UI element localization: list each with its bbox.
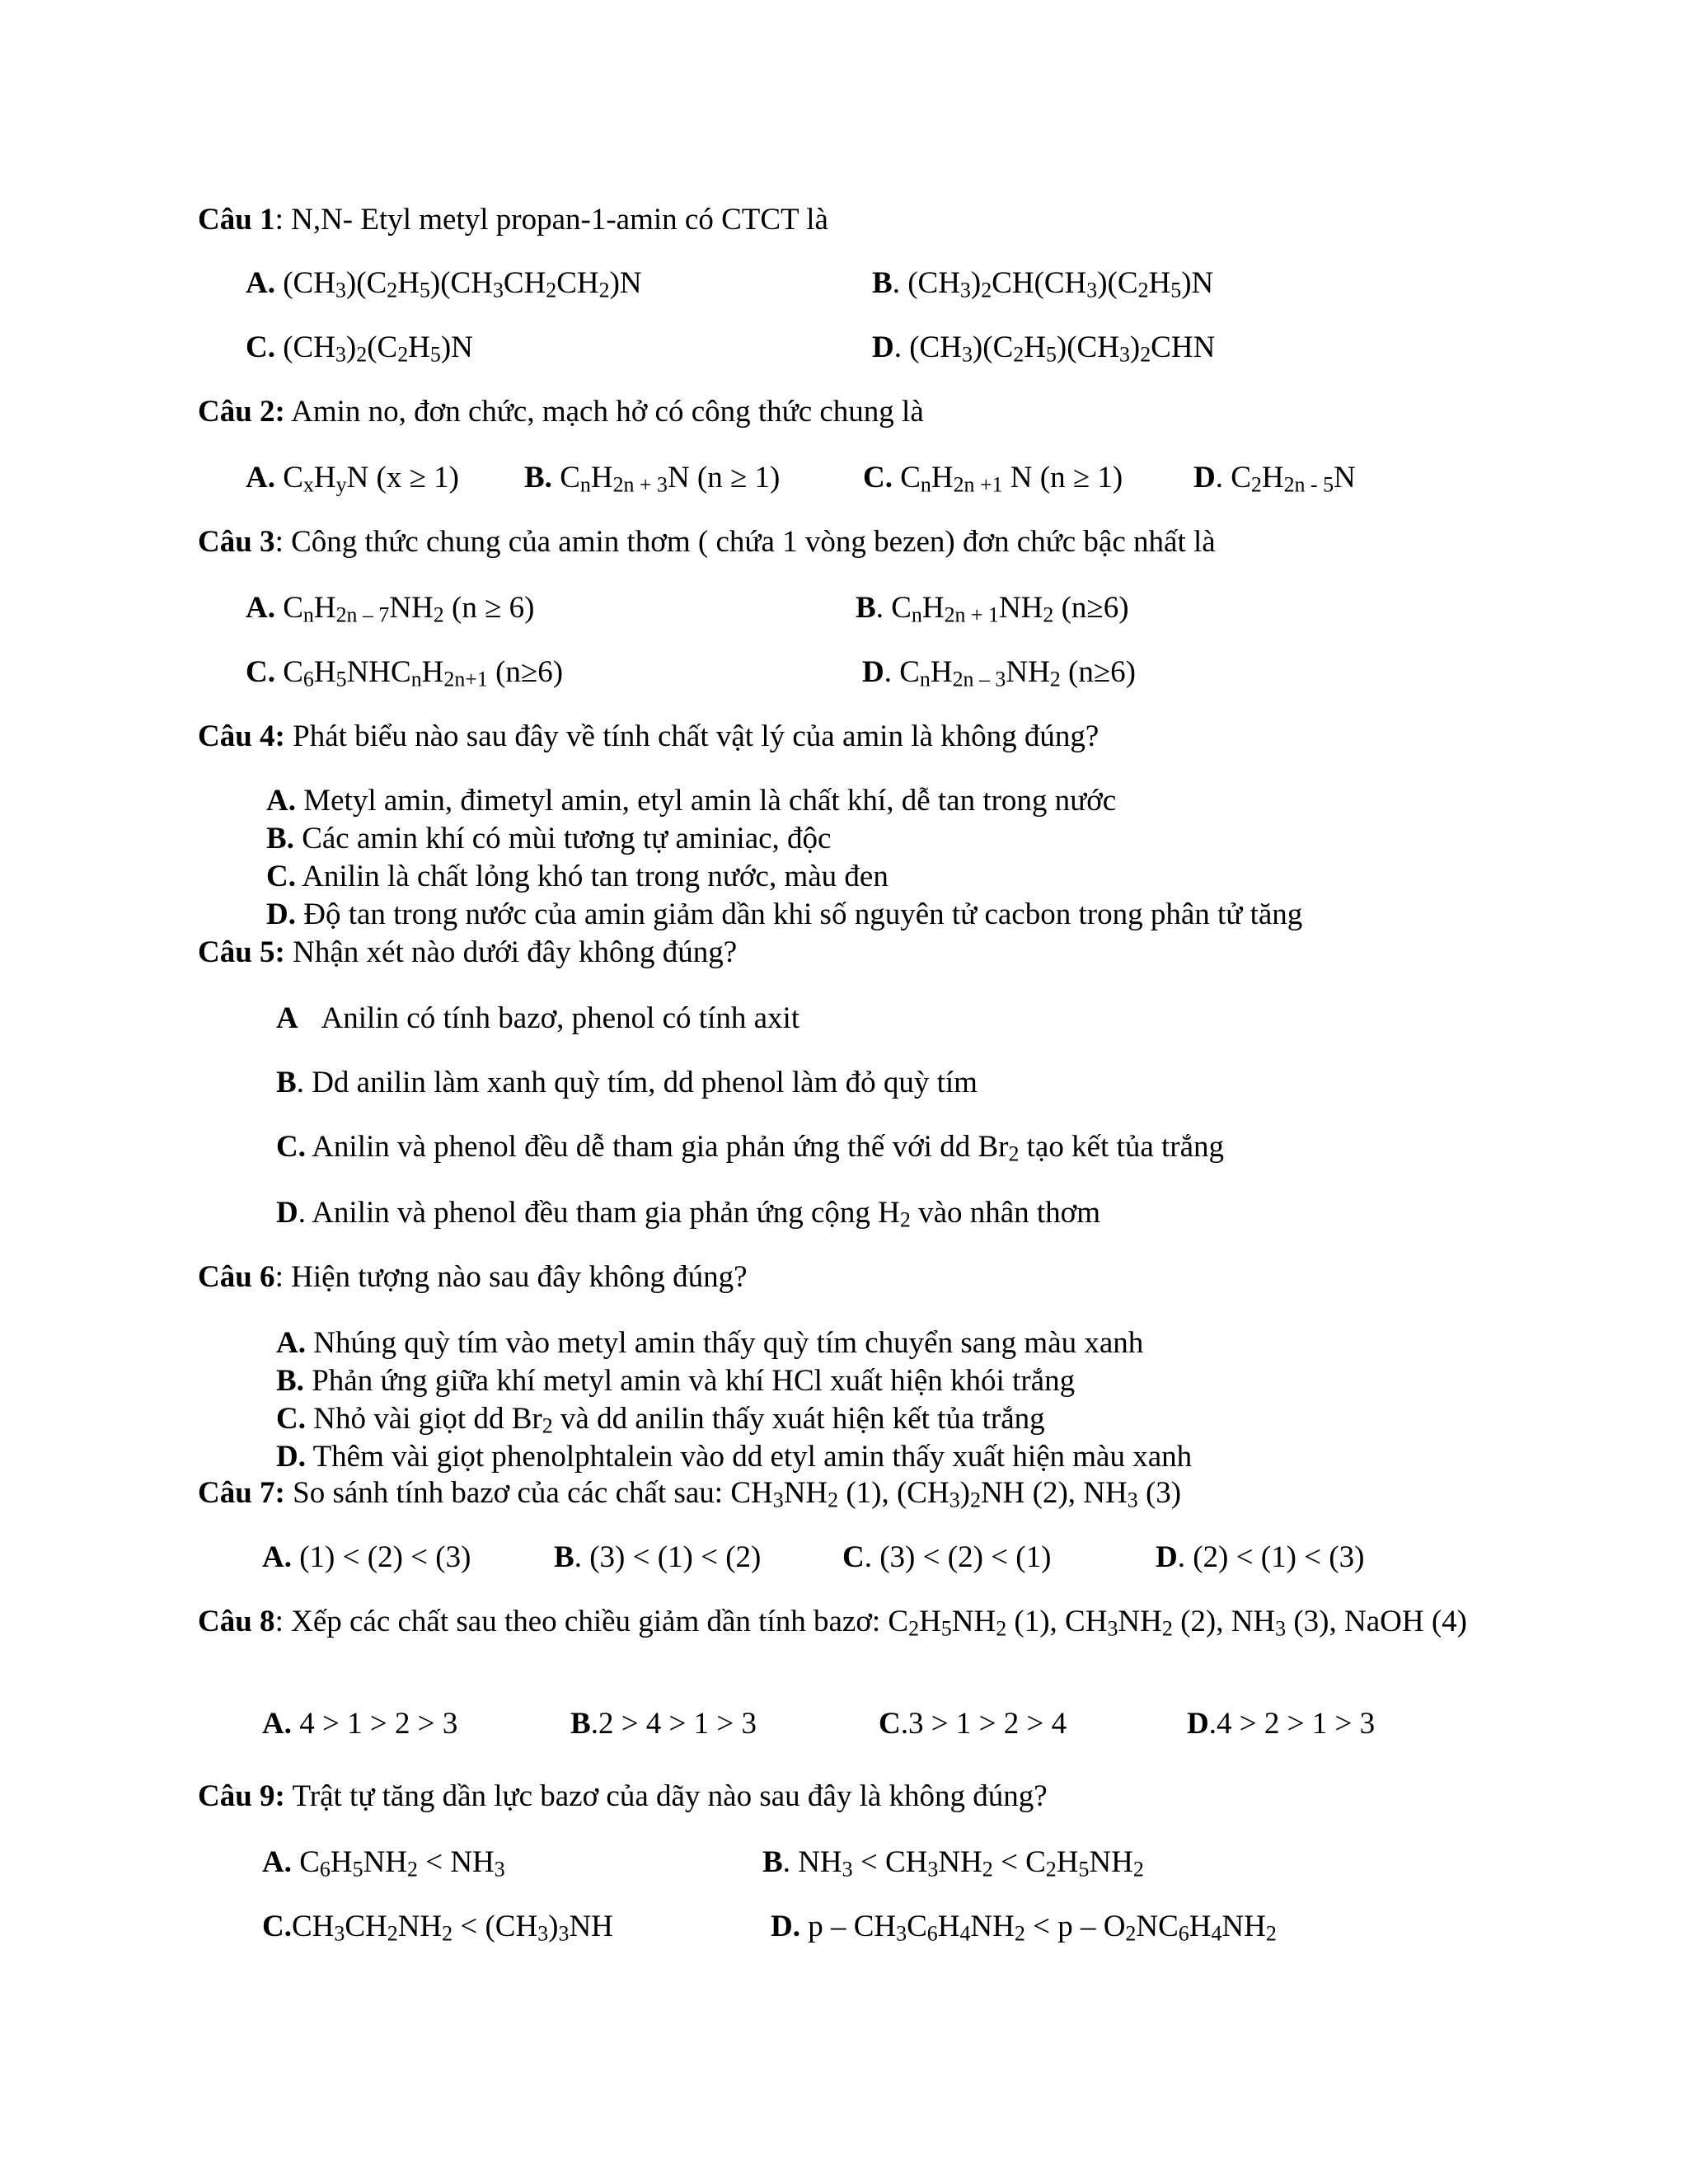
- option-2d: D. $C_2H_{2n - 5}N$: [1193, 461, 1356, 497]
- option-8a: A. 4 > 1 > 2 > 3: [262, 1707, 458, 1741]
- option-9c: $C.CH_3CH_2NH_2 < (CH_3)_3NH$: [262, 1910, 613, 1946]
- option-4a: A. Metyl amin, đimetyl amin, etyl amin là chất khí, dễ tan trong nước: [266, 784, 1117, 818]
- option-5d: D. Anilin và phenol đều tham gia phản ứng cộng $H_2$ vào nhân thơm: [276, 1196, 1101, 1232]
- option-9a: A. $C_6H_5NH_2 < NH_3$: [262, 1845, 505, 1882]
- option-4d: D. Độ tan trong nước của amin giảm dần khi số nguyên tử cacbon trong phân tử tăng: [266, 898, 1303, 931]
- question-2: Câu 2: Amin no, đơn chức, mạch hở có công thức chung là: [198, 395, 924, 429]
- option-3b: B. $C_nH_{2n + 1}NH_2$ (n≥6): [856, 591, 1129, 627]
- option-6d: D. Thêm vài giọt phenolphtalein vào dd etyl amin thấy xuất hiện màu xanh: [276, 1440, 1193, 1474]
- option-7a: A. (1) < (2) < (3): [262, 1540, 471, 1574]
- option-5b: B. Dd anilin làm xanh quỳ tím, dd phenol làm đỏ quỳ tím: [276, 1066, 978, 1099]
- option-3c: C. $C_6H_5NHC_nH_{2n+1}$ (n≥6): [246, 655, 564, 691]
- question-8: Câu 8: Xếp các chất sau theo chiều giảm dần tính bazơ: $C_2H_5NH_2$ (1), $CH_3NH_2$ (2), $NH_3$ (3), NaOH (4): [198, 1605, 1467, 1641]
- option-9d: D. $p - CH_3C_6H_4NH_2 < p - O_2NC_6H_4NH_2$: [771, 1910, 1277, 1946]
- question-4: Câu 4: Phát biểu nào sau đây về tính chất vật lý của amin là không đúng?: [198, 719, 1100, 753]
- option-1a: A. $(CH_3)(C_2H_5)(CH_3CH_2CH_2)N$: [246, 266, 642, 302]
- option-8c: C.3 > 1 > 2 > 4: [879, 1707, 1067, 1741]
- option-2c: C. $C_nH_{2n +1}$ N (n ≥ 1): [863, 461, 1123, 497]
- option-4b: B. Các amin khí có mùi tương tự aminiac, độc: [266, 822, 832, 855]
- option-7b: B. (3) < (1) < (2): [554, 1540, 762, 1574]
- question-1: [198, 202, 828, 238]
- option-2b: B. $C_nH_{2n + 3}N$ (n ≥ 1): [524, 461, 781, 497]
- question-7: Câu 7: So sánh tính bazơ của các chất sau: $CH_3NH_2$ (1), $(CH_3)_2NH$ (2), $NH_3$ (3): [198, 1476, 1182, 1512]
- option-2a: A. $C_xH_yN$ (x ≥ 1): [246, 461, 459, 497]
- option-1d: D. $(CH_3)(C_2H_5)(CH_3)_2CHN$: [872, 330, 1216, 367]
- option-1c: C. $(CH_3)_2(C_2H_5)N$: [246, 330, 473, 367]
- option-3a: A. $C_nH_{2n - 7}NH_2$ (n ≥ 6): [246, 591, 535, 627]
- option-7d: D. (2) < (1) < (3): [1156, 1540, 1365, 1574]
- option-8d: D.4 > 2 > 1 > 3: [1187, 1707, 1376, 1741]
- option-5a: A Anilin có tính bazơ, phenol có tính axit: [276, 1001, 800, 1035]
- question-9: Câu 9: Trật tự tăng dần lực bazơ của dãy nào sau đây là không đúng?: [198, 1779, 1048, 1813]
- question-5: Câu 5: Nhận xét nào dưới đây không đúng?: [198, 935, 738, 969]
- question-3: Câu 3: Công thức chung của amin thơm ( chứa 1 vòng bezen) đơn chức bậc nhất là: [198, 525, 1216, 559]
- option-1b: B. $(CH_3)_2CH(CH_3)(C_2H_5)N$: [872, 266, 1214, 302]
- option-7c: C. (3) < (2) < (1): [842, 1540, 1052, 1574]
- option-8b: B.2 > 4 > 1 > 3: [570, 1707, 757, 1741]
- option-4c: C. Anilin là chất lỏng khó tan trong nước, màu đen: [266, 860, 889, 893]
- question-label: Câu 1: [198, 203, 275, 237]
- option-5c: C. Anilin và phenol đều dễ tham gia phản ứng thế với dd $Br_2$ tạo kết tủa trắng: [276, 1130, 1225, 1166]
- question-stem: : N,N- Etyl metyl propan-1-amin có CTCT là: [274, 203, 828, 237]
- option-6a: A. Nhúng quỳ tím vào metyl amin thấy quỳ tím chuyển sang màu xanh: [276, 1326, 1144, 1360]
- question-6: Câu 6: Hiện tượng nào sau đây không đúng?: [198, 1260, 748, 1294]
- option-3d: D. $C_nH_{2n - 3}NH_2$ (n≥6): [862, 655, 1136, 691]
- option-9b: B. $NH_3 < CH_3NH_2 < C_2H_5NH_2$: [762, 1845, 1144, 1882]
- option-6c: C. Nhỏ vài giọt dd $Br_2$ và dd anilin thấy xuát hiện kết tủa trắng: [276, 1402, 1045, 1438]
- option-6b: B. Phản ứng giữa khí metyl amin và khí HCl xuất hiện khói trắng: [276, 1364, 1076, 1398]
